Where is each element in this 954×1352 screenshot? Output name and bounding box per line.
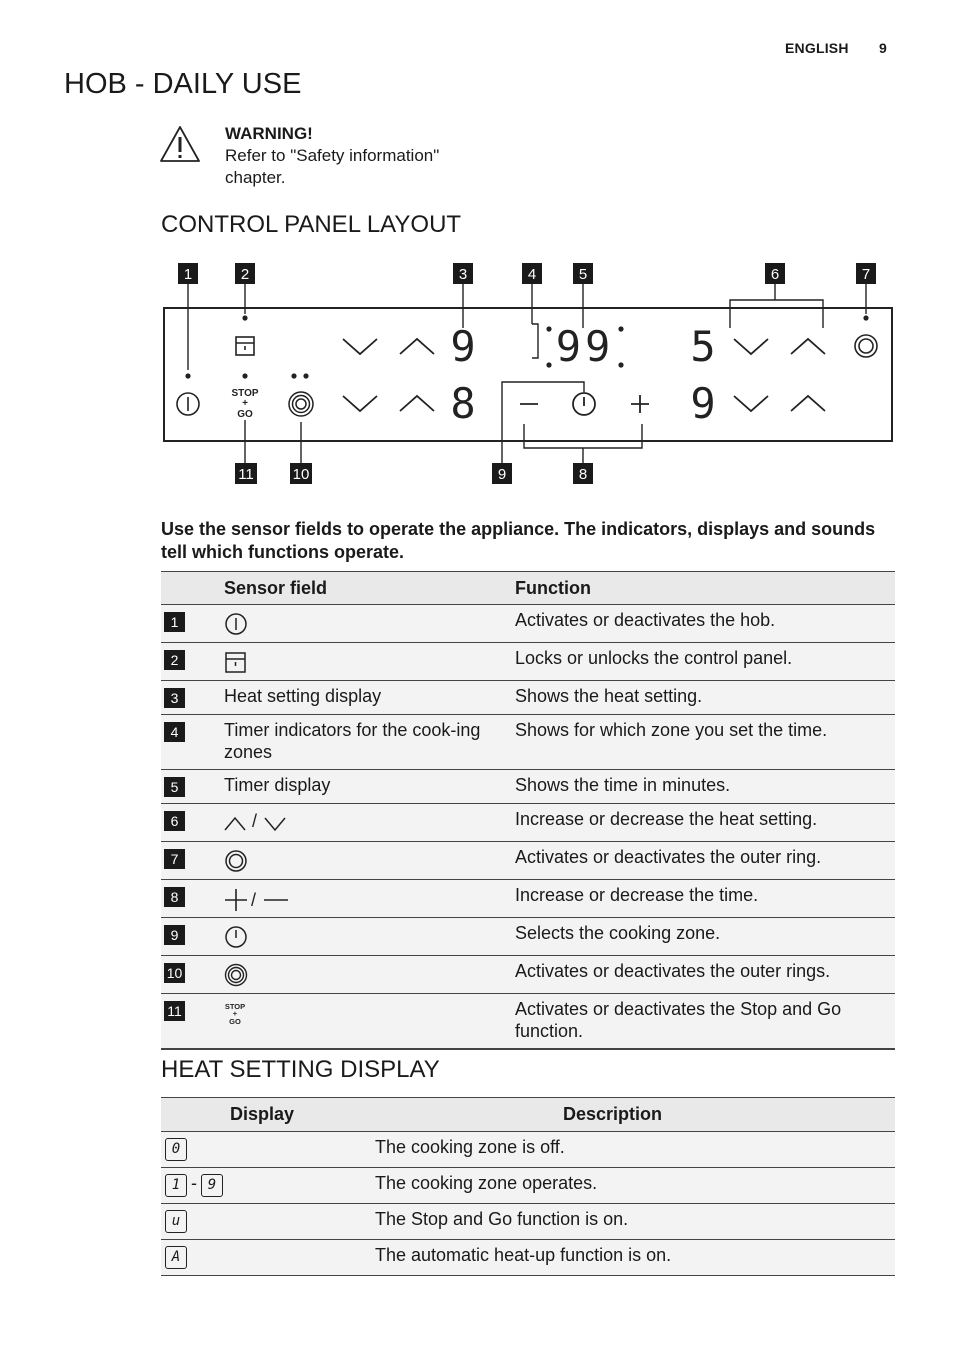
row-function: Shows for which zone you set the time. [515,715,895,770]
plus-minus-icon [224,887,294,911]
row-number: 3 [164,688,185,708]
section-title-heat-setting: HEAT SETTING DISPLAY [161,1056,440,1083]
section-title-control-panel: CONTROL PANEL LAYOUT [161,211,462,238]
svg-text:+: + [242,398,248,409]
stop-go-icon [224,1001,252,1029]
th-function: Function [515,572,895,605]
svg-text:4: 4 [527,266,537,283]
th-description: Description [363,1098,895,1132]
th-display: Display [161,1098,363,1132]
row-function: Activates or deactivates the Stop and Go function. [515,994,895,1050]
callout-8 [573,463,593,484]
display-symbol: 1 [165,1174,187,1197]
row-field: Timer display [224,770,515,804]
power-icon [224,612,248,636]
svg-text:GO: GO [237,409,253,420]
callout-6 [765,263,785,284]
display-front-right: 9 [690,379,716,428]
row-function: Increase or decrease the time. [515,880,895,918]
table-row [161,956,895,994]
row-description: The Stop and Go function is on. [363,1204,895,1240]
table-row [161,842,895,880]
callout-1 [178,263,198,284]
heat-setting-table [161,1097,895,1276]
warning-text: Refer to "Safety information" chapter. [225,146,440,187]
sensor-field-table [161,571,895,1050]
svg-text:5: 5 [578,266,588,283]
display-front-left: 8 [450,379,476,428]
svg-text:STOP: STOP [224,1002,246,1011]
svg-text:2: 2 [240,266,250,283]
callout-9 [492,463,512,484]
intro-text: Use the sensor fields to operate the appliance. The indicators, displays and sounds tell which functions operate. [161,519,876,562]
table-row [161,605,895,643]
table-row [161,804,895,842]
display-symbol: 0 [165,1138,187,1161]
callout-7 [856,263,876,284]
row-number: 11 [164,1001,185,1021]
callout-2 [235,263,255,284]
lock-icon [224,650,248,674]
th-sensor-field: Sensor field [224,572,515,605]
row-function: Activates or deactivates the outer ring. [515,842,895,880]
table-row [161,994,895,1050]
row-function: Increase or decrease the heat setting. [515,804,895,842]
row-field: Heat setting display [224,681,515,715]
callout-11 [235,463,257,484]
warning-block [225,123,505,189]
callout-3 [453,263,473,284]
row-number: 1 [164,612,185,632]
display-rear-right: 5 [690,322,716,371]
table-row [161,1240,895,1276]
page-title: HOB - DAILY USE [64,68,302,100]
svg-text:6: 6 [770,266,780,283]
svg-text:/: / [252,811,258,831]
row-number: 10 [164,963,185,983]
outer-rings-icon [224,963,248,987]
table-row [161,643,895,681]
range-separator: - [191,1173,197,1193]
table-row [161,715,895,770]
table-row [161,1204,895,1240]
svg-text:10: 10 [292,466,310,483]
display-symbol: A [165,1246,187,1269]
callout-5 [573,263,593,284]
row-function: Locks or unlocks the control panel. [515,643,895,681]
outer-ring-icon [224,849,248,873]
svg-text:3: 3 [458,266,468,283]
table-row [161,880,895,918]
display-symbol: 9 [201,1174,223,1197]
table-row [161,918,895,956]
svg-text:GO: GO [229,1017,241,1026]
row-field: Timer indicators for the cook-ing zones [224,715,515,770]
row-number: 7 [164,849,185,869]
header-language: ENGLISH [785,40,849,56]
table-row [161,1168,895,1204]
row-description: The cooking zone is off. [363,1132,895,1168]
control-panel-diagram [160,258,896,490]
row-number: 2 [164,650,185,670]
row-function: Selects the cooking zone. [515,918,895,956]
warning-triangle-icon [158,124,202,164]
up-down-chevron-icon [224,811,294,835]
row-function: Activates or deactivates the outer rings. [515,956,895,994]
svg-text:+: + [232,1009,238,1018]
svg-text:/: / [251,890,257,910]
svg-text:STOP: STOP [231,388,259,399]
callout-10 [290,463,312,484]
callout-4 [522,263,542,284]
row-function: Shows the time in minutes. [515,770,895,804]
svg-text:11: 11 [238,466,254,483]
row-number: 4 [164,722,185,742]
row-function: Shows the heat setting. [515,681,895,715]
page-number: 9 [879,40,887,56]
svg-text:7: 7 [861,266,871,283]
row-number: 5 [164,777,185,797]
row-number: 9 [164,925,185,945]
table-row [161,1132,895,1168]
table-row [161,770,895,804]
display-symbol: u [165,1210,187,1233]
row-function: Activates or deactivates the hob. [515,605,895,643]
display-rear-left: 9 [450,322,476,371]
svg-text:1: 1 [183,266,193,283]
row-description: The cooking zone operates. [363,1168,895,1204]
row-number: 6 [164,811,185,831]
table-row [161,681,895,715]
warning-title: WARNING! [225,124,313,143]
row-description: The automatic heat-up function is on. [363,1240,895,1276]
timer-icon [224,925,248,949]
svg-text:8: 8 [578,466,588,483]
svg-text:9: 9 [497,466,507,483]
timer-display: 99 [555,322,615,371]
th-number [161,572,224,605]
row-number: 8 [164,887,185,907]
